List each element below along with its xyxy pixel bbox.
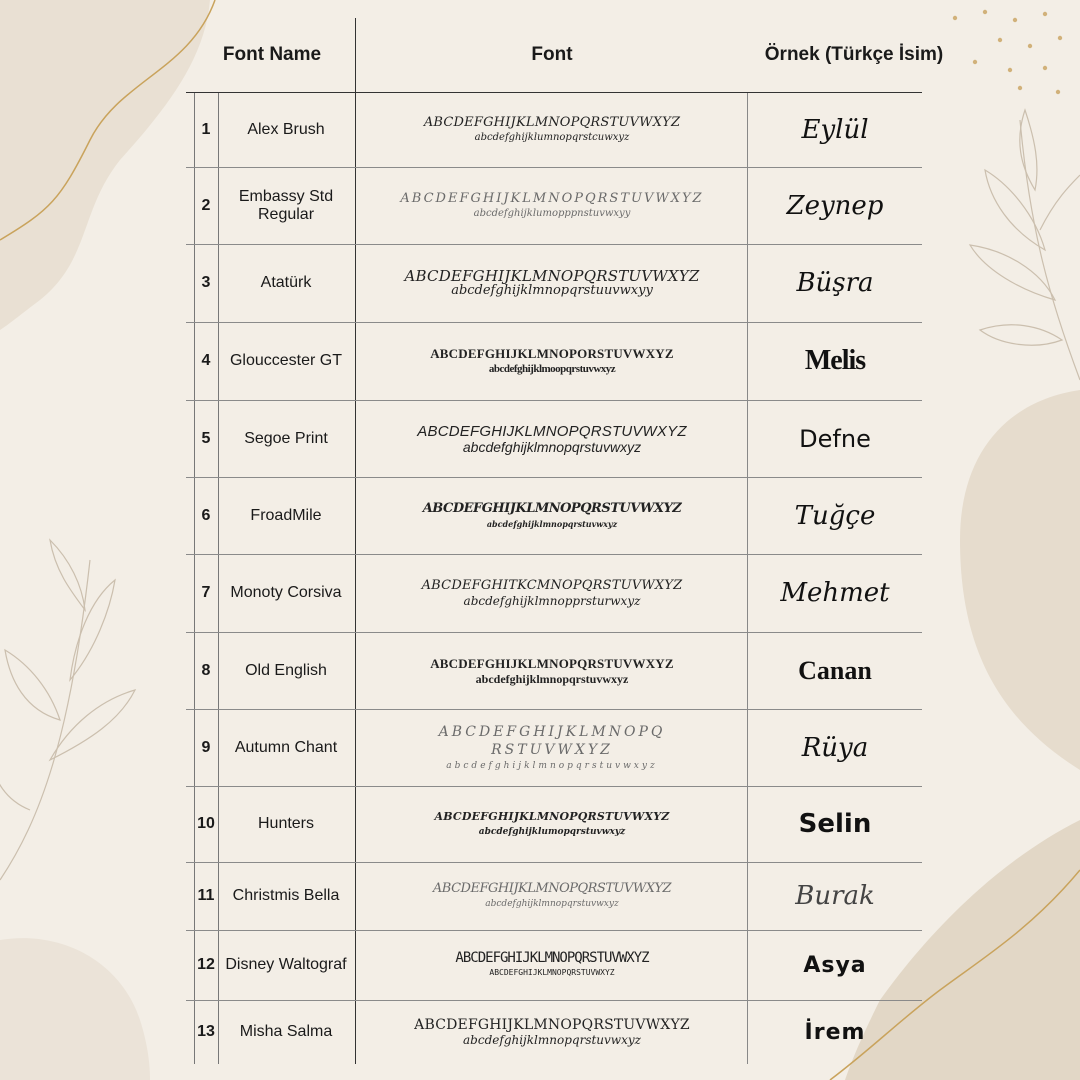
example-name: Melis bbox=[804, 345, 866, 376]
sample-lowercase: abcdefghijklumopqrstuvwxyz bbox=[478, 827, 626, 837]
sample-uppercase: ABCDEFGHIJKLMNOPQRSTUVWXYZ bbox=[417, 422, 687, 440]
example-name: Defne bbox=[799, 424, 871, 453]
sample-lowercase: abcdefghijklumnopqrstcuwxyz bbox=[474, 131, 630, 143]
sample-uppercase: ABCDEFGHIJKLMNOPQ RSTUVWXYZ bbox=[438, 723, 666, 758]
font-name: Atatürk bbox=[260, 274, 312, 291]
font-row bbox=[186, 400, 922, 477]
font-name: Old English bbox=[245, 661, 327, 679]
sample-uppercase: ABCDEFGHIJKLMNOPQRSTUVWXYZ bbox=[430, 655, 674, 671]
font-name: Glouccester GT bbox=[229, 352, 343, 369]
row-number: 3 bbox=[201, 274, 211, 291]
font-row bbox=[186, 1000, 922, 1064]
sample-uppercase: ABCDEFGHIJKLMNOPQRSTUVWXYZ bbox=[434, 810, 670, 823]
example-name: Selin bbox=[798, 809, 872, 839]
row-number: 13 bbox=[197, 1023, 215, 1040]
sample-lowercase: abcdefghijklmoopqrstuvwxyz bbox=[488, 363, 616, 375]
font-sample bbox=[356, 862, 748, 930]
sample-uppercase: ABCDEFGHITKCMNOPQRSTUVWXYZ bbox=[421, 578, 683, 593]
sample-lowercase: abcdefghijklmnopqrstuvwxyz bbox=[485, 899, 619, 909]
font-name: Monoty Corsiva bbox=[230, 584, 342, 601]
sample-uppercase: ABCDEFGHIJKLMNOPQRSTUVWXYZ bbox=[423, 114, 681, 130]
font-row bbox=[186, 554, 922, 632]
sample-lowercase: abcdefghijklmnopqrstuvwxyz bbox=[446, 760, 658, 771]
sample-lowercase: abcdefghijklmnopqrstuvwxyz bbox=[486, 518, 618, 529]
sample-lowercase: abcdefghijklmnopqrstuuvwxyy bbox=[451, 283, 653, 298]
font-name: Disney Waltograf bbox=[225, 956, 347, 973]
example-name: Büşra bbox=[796, 268, 874, 298]
sample-lowercase: abcdefghijklmnopqrstuvwxyz bbox=[475, 671, 629, 686]
sample-uppercase: ABCDEFGHIJKLMNOPQRSTUVWXYZ bbox=[455, 950, 649, 966]
font-name: Autumn Chant bbox=[234, 738, 338, 756]
example-name: Burak bbox=[795, 881, 875, 911]
row-number: 8 bbox=[201, 661, 211, 679]
font-name: Hunters bbox=[257, 815, 315, 832]
row-number: 5 bbox=[201, 429, 211, 447]
sample-uppercase: ABCDEFGHIJKLMNOPQRSTUVWXYZ bbox=[414, 1017, 690, 1033]
header-font-name: Font Name bbox=[222, 44, 322, 65]
font-row bbox=[186, 786, 922, 862]
font-sample bbox=[356, 92, 748, 167]
font-sample bbox=[356, 786, 748, 862]
row-number: 12 bbox=[197, 956, 215, 973]
row-number: 9 bbox=[201, 738, 211, 756]
header-font: Font bbox=[531, 44, 573, 65]
example-name: Asya bbox=[803, 952, 867, 978]
font-sample bbox=[356, 322, 748, 400]
font-row bbox=[186, 244, 922, 322]
font-sample bbox=[356, 709, 748, 786]
sample-lowercase: abcdefghijklmnopqrstuvwxyz bbox=[463, 1033, 641, 1047]
font-sample bbox=[356, 554, 748, 632]
example-name: Zeynep bbox=[786, 190, 884, 221]
sample-uppercase: ABCDEFGHIJKLMNOPQRSTUVWXYZ bbox=[404, 267, 700, 285]
example-name: Tuğçe bbox=[794, 500, 876, 531]
font-row bbox=[186, 477, 922, 554]
sample-uppercase: ABCDEFGHIJKLMNOPQRSTUVWXYZ bbox=[400, 190, 704, 206]
font-name: Embassy Std Regular bbox=[238, 187, 334, 223]
sample-uppercase: ABCDEFGHIJKLMNOPORSTUVWXYZ bbox=[430, 346, 674, 361]
font-row bbox=[186, 709, 922, 786]
font-sample bbox=[356, 167, 748, 244]
font-row bbox=[186, 930, 922, 1000]
font-row bbox=[186, 167, 922, 244]
font-sample bbox=[356, 632, 748, 709]
sample-uppercase: ABCDEFGHIJKLMNOPQRSTUVWXYZ bbox=[432, 881, 672, 896]
row-number: 4 bbox=[201, 352, 211, 369]
font-name: Segoe Print bbox=[244, 429, 328, 447]
example-name: İrem bbox=[804, 1019, 866, 1045]
font-sample bbox=[356, 1000, 748, 1064]
font-row bbox=[186, 322, 922, 400]
example-name: Canan bbox=[798, 655, 872, 685]
sample-lowercase: abcdefghijklumopppnstuvwxyy bbox=[473, 207, 631, 219]
row-number: 11 bbox=[197, 887, 215, 904]
example-name: Mehmet bbox=[780, 578, 890, 608]
header-example: Örnek (Türkçe İsim) bbox=[764, 44, 944, 65]
font-sample bbox=[356, 477, 748, 554]
font-name: Misha Salma bbox=[239, 1023, 333, 1040]
example-name: Rüya bbox=[801, 732, 869, 763]
sample-lowercase: ABCDEFGHIJKLMNOPQRSTUVWXYZ bbox=[489, 968, 615, 977]
row-number: 10 bbox=[197, 815, 215, 832]
font-row bbox=[186, 862, 922, 930]
font-row bbox=[186, 92, 922, 167]
row-number: 2 bbox=[201, 196, 211, 214]
example-name: Eylül bbox=[801, 114, 869, 145]
sample-lowercase: abcdefghijklmnopqrstuvwxyz bbox=[462, 438, 642, 455]
row-number: 6 bbox=[201, 506, 211, 524]
font-sample bbox=[356, 930, 748, 1000]
row-number: 1 bbox=[201, 120, 211, 138]
font-name: Alex Brush bbox=[247, 120, 325, 138]
row-number: 7 bbox=[201, 584, 211, 601]
font-row bbox=[186, 632, 922, 709]
font-name: Christmis Bella bbox=[232, 887, 340, 904]
sample-lowercase: abcdefghijklmnopprsturwxyz bbox=[463, 594, 641, 608]
sample-uppercase: ABCDEFGHIJKLMNOPQRSTUVWXYZ bbox=[422, 500, 682, 516]
font-sample bbox=[356, 400, 748, 477]
font-name: FroadMile bbox=[250, 506, 322, 524]
font-sample bbox=[356, 244, 748, 322]
